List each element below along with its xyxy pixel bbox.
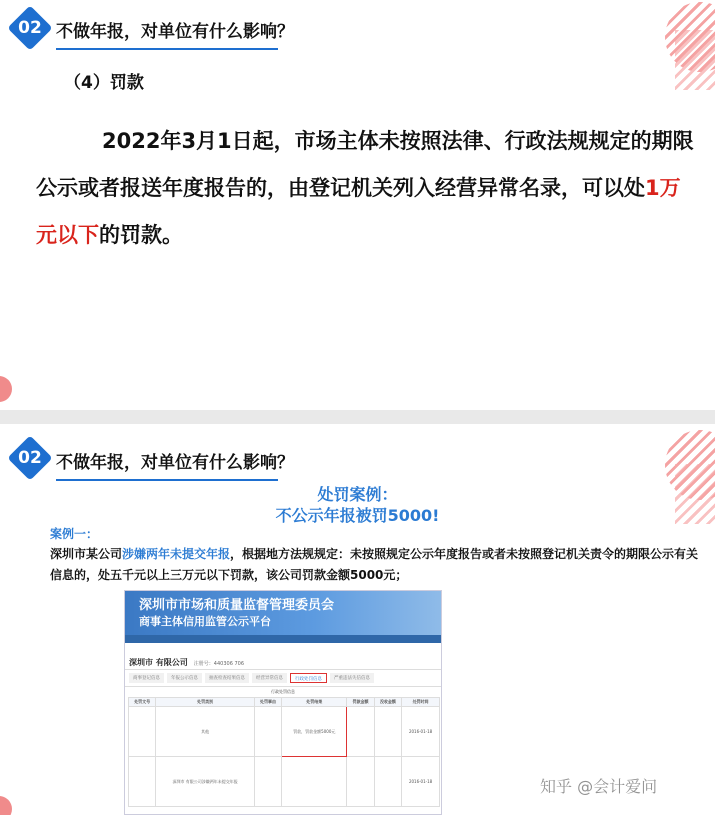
website-screenshot [124,590,442,815]
table-row [129,707,440,757]
case-subtitle: 不公示年报被罚5000! [275,506,440,525]
site-banner [125,591,441,635]
table-cell: 罚款，罚款金额5000元 [282,707,347,757]
case-text-end: ，根据地方法规规定：未按照规定公示年度报告或者未按照登记机关责令的期限公示有关信息的，处五千元以上三万元以下罚款，该公司罚款金额5000元； [50,547,699,582]
table-cell [254,757,281,807]
table-header [129,698,440,707]
decor-dot-icon [0,796,12,815]
table-cell [347,707,374,757]
case-title: 处罚案例： [317,485,398,504]
column-header: 处罚文号 [129,698,156,707]
table-cell [347,757,374,807]
table-cell [374,707,401,757]
case-text: 深圳市某公司 [50,547,123,561]
tab-item[interactable]: 行政处罚信息 [290,673,327,683]
decor-dot-icon [0,376,12,402]
column-header: 没收金额 [374,698,401,707]
company-row [125,653,441,670]
table-cell [254,707,281,757]
paragraph-text-end: 的罚款。 [99,223,183,247]
table-cell: 深圳市 有限公司涉嫌两年未提交年报 [156,757,254,807]
table-cell: 2016-01-18 [402,757,440,807]
column-header: 罚款金额 [347,698,374,707]
table-cell [374,757,401,807]
company-name: 深圳市 有限公司 [129,658,188,667]
banner-subtitle: 商事主体信用监管公示平台 [139,615,271,628]
column-header: 处罚时间 [402,698,440,707]
slide-case [0,424,715,815]
penalty-table [128,697,440,807]
tab-item[interactable]: 年报公示信息 [167,673,202,683]
paragraph-text: 2022年3月1日起，市场主体未按照法律、行政法规规定的期限公示或者报送年度报告的，由登记机关列入经营异常名录，可以处 [36,129,694,200]
badge-number: 02 [18,18,42,38]
table-title: 行政处罚信息 [125,686,441,697]
case-label: 案例一： [50,527,99,541]
table-cell [129,707,156,757]
table-cell: 其他 [156,707,254,757]
tab-item[interactable]: 严重违法失信信息 [330,673,374,683]
reg-number: 注册号：440306 706 [193,661,245,667]
table-cell [129,757,156,807]
paragraph-highlight: 1万元以下 [36,176,681,247]
tab-item[interactable]: 商事登记信息 [129,673,164,683]
section-badge [10,8,50,48]
site-navbar [125,635,441,643]
heading-underline [56,48,278,50]
case-highlight: 涉嫌两年未提交年报 [122,547,231,561]
column-header: 处罚结果 [282,698,347,707]
section-heading: 不做年报，对单位有什么影响？ [56,22,294,42]
column-header: 处罚类别 [156,698,254,707]
heading-underline [56,479,278,481]
subheading: （4）罚款 [64,73,144,93]
column-header: 处罚事由 [254,698,281,707]
breadcrumb [125,643,441,653]
table-row [129,757,440,807]
section-badge [10,438,50,478]
table-cell: 2016-01-18 [402,707,440,757]
banner-title: 深圳市市场和质量监督管理委员会 [139,598,335,613]
penalty-paragraph [36,118,696,259]
slide-divider [0,410,715,424]
info-tabs [125,670,441,686]
tab-item[interactable]: 抽查检查结果信息 [205,673,249,683]
table-body [129,707,440,807]
watermark: 知乎 @会计爱问 [540,777,658,796]
section-heading: 不做年报，对单位有什么影响？ [56,453,294,473]
badge-number: 02 [18,448,42,468]
decor-stripes-icon [675,30,715,90]
tab-item[interactable]: 经营异常信息 [252,673,287,683]
table-cell [282,757,347,807]
case-description [50,544,700,586]
